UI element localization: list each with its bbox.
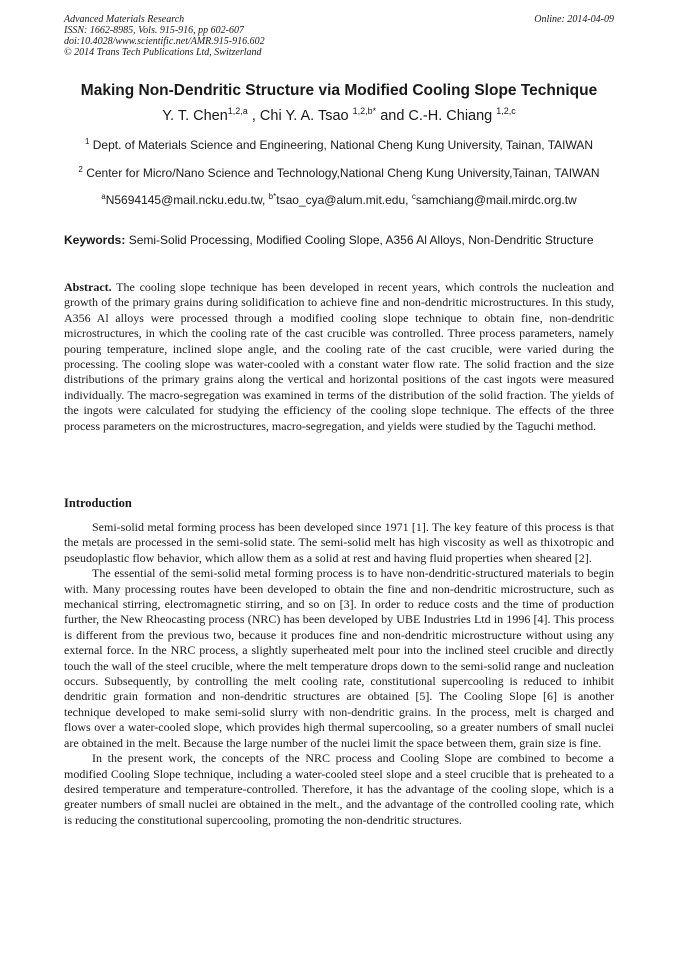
- keywords-text: Semi-Solid Processing, Modified Cooling Slope, A356 Al Alloys, Non-Dendritic Structure: [125, 233, 594, 247]
- email-link[interactable]: N5694145@mail.ncku.edu.tw,: [105, 193, 269, 207]
- author-emails: [0, 193, 678, 207]
- journal-header: [64, 14, 265, 58]
- paragraph: Semi-solid metal forming process has been developed since 1971 [1]. The key feature of this process is that the metals are processed in the semi-solid state. The semi-solid melt has high viscosity as well as thixotropic and pseudoplastic flow behavior, which allow them as a solid at rest and having fluid properties when sheared [2].: [64, 520, 614, 565]
- email-link[interactable]: tsao_cya@alum.mit.edu,: [276, 193, 412, 207]
- author-2-affiliation: 1,2,b*: [352, 106, 377, 116]
- affiliation-1: [0, 138, 678, 152]
- author-3-affiliation: 1,2,c: [496, 106, 516, 116]
- author-separator: ,: [247, 108, 260, 124]
- journal-doi: doi:10.4028/www.scientific.net/AMR.915-916.602: [64, 36, 265, 47]
- email-marker: c: [411, 192, 416, 201]
- abstract: [64, 280, 614, 434]
- author-1-affiliation: 1,2,a: [227, 106, 248, 116]
- affiliation-text: Center for Micro/Nano Science and Technology,National Cheng Kung University,Tainan, TAIWAN: [82, 166, 600, 180]
- keywords-label: Keywords:: [64, 233, 126, 247]
- affiliation-2: [0, 166, 678, 180]
- paragraph: In the present work, the concepts of the NRC process and Cooling Slope are combined to become a modified Cooling Slope technique, including a water-cooled steel slope and a steel crucible that is preheated to a desired temperature and temperature-controlled. Therefore, it has the advantage of the cooling slope, which is a greater numbers of small nuclei are obtained in the melt., and the advantage of the controlled cooling rate, which is reducing the constitutional supercooling, promoting the non-dendritic structures.: [64, 751, 614, 827]
- introduction-body: [64, 520, 614, 828]
- section-heading-introduction: Introduction: [64, 496, 132, 510]
- author-line: [0, 108, 678, 124]
- affiliation-text: Dept. of Materials Science and Engineering, National Cheng Kung University, Tainan, TAIWAN: [89, 138, 594, 152]
- author-1: Y. T. Chen: [162, 108, 228, 124]
- keywords: [64, 232, 614, 249]
- paper-title: Making Non-Dendritic Structure via Modified Cooling Slope Technique: [80, 82, 598, 99]
- journal-name: Advanced Materials Research: [64, 14, 185, 25]
- author-2: Chi Y. A. Tsao: [259, 108, 349, 124]
- abstract-text: The cooling slope technique has been developed in recent years, which controls the nucleation and growth of the primary grains during solidification to achieve fine and non-dendritic microstructures. In this study, A356 Al alloys were processed through a modified cooling slope technique to obtain fine, non-dendritic microstructures, in which the cooling rate of the cast crucible was controlled. Three process parameters, namely pouring temperature, inclined slope angle, and the cooling rate of the cast crucible, were varied during the processing. The cooling slope was water-cooled with a constant water flow rate. The solid fraction and the size distributions of the primary grains along the vertical and horizontal positions of the cast ingots were measured individually. The macro-segregation was examined in terms of the distribution of the solid fraction. The yields of the ingots were calculated for studying the efficiency of the cooling slope technique. The effects of the three process parameters on the microstructures, macro-segregation, and yields were studied by the Taguchi method.: [64, 280, 614, 433]
- author-3: C.-H. Chiang: [408, 108, 493, 124]
- online-date: Online: 2014-04-09: [534, 14, 614, 25]
- affiliation-marker: 1: [84, 137, 90, 146]
- email-link[interactable]: samchiang@mail.mirdc.org.tw: [415, 193, 577, 207]
- paragraph: The essential of the semi-solid metal forming process is to have non-dendritic-structured materials to begin with. Many processing routes have been developed to obtain the fine and non-dendritic microstructure, such as mechanical stirring, electromagnetic stirring, and so on [3]. In order to reduce costs and the time of production further, the New Rheocasting process (NRC) has been developed by UBE Industries Ltd in 1996 [4]. This process is different from the previous two, because it produces fine and non-dendritic microstructure without using any external force. In the NRC process, a slightly superheated melt pour into the inclined steel crucible and directly touch the wall of the steel crucible, where the melt temperature drops down to the semi-solid range and nucleation occurs. Subsequently, by controlling the melt cooling rate, constitutional supercooling is reduced to inhibit dendritic grain formation and non-dendritic structures are obtained [5]. The Cooling Slope [6] is another technique developed to make semi-solid slurry with non-dendritic grains. In the process, melt is charged and flows over a water-cooled slope, which provides high thermal supercooling, so a greater numbers of small nuclei are obtained in the melt. Because the large number of the nuclei limit the space between them, grain size is fine.: [64, 566, 614, 750]
- email-marker: a: [101, 192, 106, 201]
- abstract-label: Abstract.: [64, 280, 112, 294]
- journal-copyright: © 2014 Trans Tech Publications Ltd, Switzerland: [64, 47, 262, 58]
- journal-issn: ISSN: 1662-8985, Vols. 915-916, pp 602-607: [64, 25, 244, 36]
- affiliation-marker: 2: [78, 165, 83, 174]
- author-separator: and: [376, 108, 409, 124]
- email-marker: b*: [268, 192, 277, 201]
